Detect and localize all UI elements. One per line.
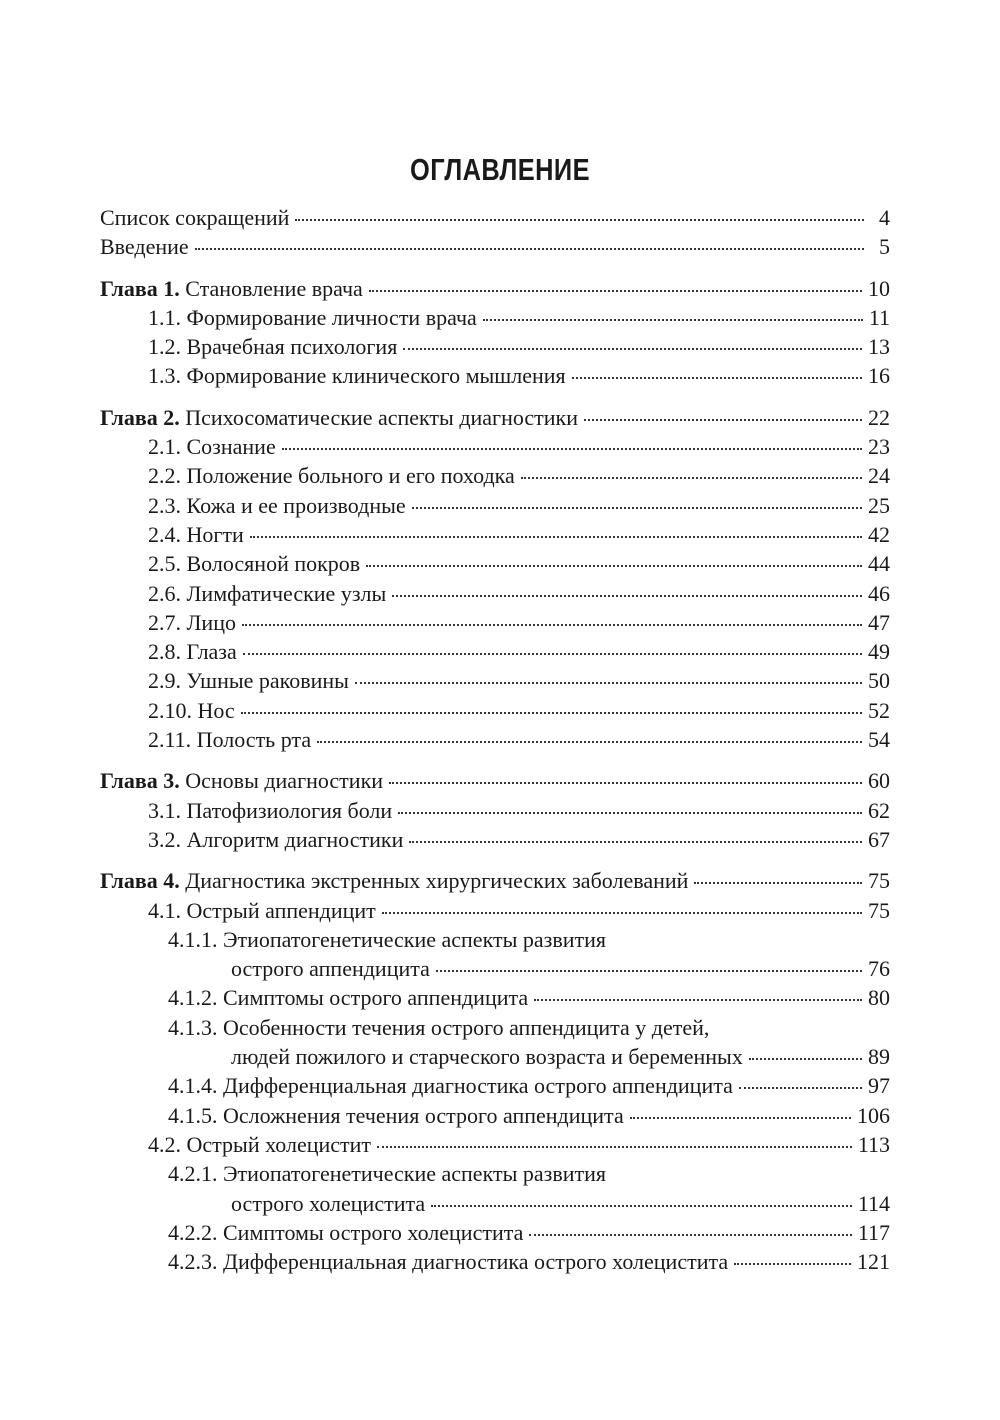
toc-entry-label: людей пожилого и старческого возраста и беременных — [231, 1044, 743, 1070]
toc-entry[interactable] — [100, 461, 890, 490]
toc-page-number: 50 — [868, 668, 890, 694]
dot-leader — [382, 912, 862, 914]
dot-leader — [366, 565, 862, 567]
toc-page-number: 89 — [868, 1044, 890, 1070]
toc-entry-first-line: 4.1.3. Особенности течения острого аппендицита у детей, — [168, 1014, 710, 1040]
toc-entry-label: острого холецистита — [231, 1190, 426, 1216]
toc-entry-label: 4.1. Острый аппендицит — [148, 897, 376, 923]
toc-entry[interactable] — [100, 608, 890, 637]
toc-entry[interactable] — [100, 637, 890, 666]
toc-entry-label: 2.9. Ушные раковины — [148, 668, 349, 694]
dot-leader — [483, 319, 863, 321]
toc-page-number: 49 — [868, 639, 890, 665]
dot-leader — [412, 507, 862, 509]
toc-entry-label: 4.1.4. Дифференциальная диагностика острого аппендицита — [168, 1073, 733, 1099]
toc-entry-label: 2.4. Ногти — [148, 521, 244, 547]
toc-entry-label: 2.5. Волосяной покров — [148, 551, 361, 577]
toc-page-number: 75 — [868, 897, 890, 923]
dot-leader — [529, 1234, 851, 1236]
toc-page-number: 22 — [868, 404, 890, 430]
toc-entry-first-line: 4.1.1. Этиопатогенетические аспекты развития — [168, 926, 606, 952]
chapter-prefix: Глава 1. — [100, 275, 180, 301]
toc-entry-label — [100, 403, 578, 432]
toc-entry[interactable] — [100, 725, 890, 754]
toc-chapter-entry[interactable] — [100, 766, 890, 795]
dot-leader — [749, 1058, 862, 1060]
toc-entry-label: 4.1.2. Симптомы острого аппендицита — [168, 985, 529, 1011]
toc-entry[interactable] — [100, 491, 890, 520]
toc-entry[interactable] — [100, 1130, 890, 1159]
toc-entry-label: 2.11. Полость рта — [148, 727, 312, 753]
toc-entry[interactable] — [100, 579, 890, 608]
toc-page-number: 52 — [868, 697, 890, 723]
dot-leader — [431, 1205, 852, 1207]
dot-leader — [436, 970, 862, 972]
toc-entry-label: 2.1. Сознание — [148, 434, 276, 460]
toc-chapter-entry[interactable] — [100, 866, 890, 895]
toc-entry-label — [100, 866, 688, 895]
toc-entry-label — [100, 274, 363, 303]
toc-entry-label: 2.8. Глаза — [148, 639, 237, 665]
toc-block-front-matter — [100, 203, 890, 262]
toc-page-number: 106 — [857, 1102, 890, 1128]
toc-entry[interactable] — [100, 432, 890, 461]
toc-entry[interactable] — [100, 696, 890, 725]
toc-block-chapter-3 — [100, 766, 890, 854]
toc-page-number: 5 — [879, 234, 890, 260]
dot-leader — [377, 1146, 852, 1148]
toc-page-number: 4 — [879, 205, 890, 230]
toc-entry[interactable] — [100, 332, 890, 361]
toc-entry[interactable] — [100, 520, 890, 549]
dot-leader — [572, 377, 862, 379]
toc-entry[interactable] — [100, 1071, 890, 1100]
toc-entry[interactable] — [100, 896, 890, 925]
toc-entry[interactable] — [100, 361, 890, 390]
dot-leader — [282, 448, 862, 450]
dot-leader — [355, 682, 862, 684]
toc-page-number: 54 — [868, 727, 890, 753]
toc-entry-label: 2.6. Лимфатические узлы — [148, 580, 387, 606]
toc-entry[interactable] — [100, 1247, 890, 1276]
chapter-prefix: Глава 3. — [100, 768, 180, 794]
toc-page-number: 67 — [868, 826, 890, 852]
toc-chapter-entry[interactable] — [100, 403, 890, 432]
toc-entry-label: 2.2. Положение больного и его походка — [148, 463, 515, 489]
toc-page-number: 76 — [868, 956, 890, 982]
dot-leader — [243, 653, 862, 655]
toc-page-number: 24 — [868, 463, 890, 489]
dot-leader — [694, 882, 862, 884]
chapter-prefix: Глава 4. — [100, 868, 180, 894]
toc-entry[interactable] — [100, 203, 890, 232]
dot-leader — [398, 812, 862, 814]
dot-leader — [584, 419, 862, 421]
dot-leader — [734, 1263, 851, 1265]
toc-entry[interactable] — [100, 796, 890, 825]
toc-page-number: 114 — [857, 1190, 890, 1216]
toc-page-number: 25 — [868, 492, 890, 518]
dot-leader — [250, 536, 862, 538]
page-title: ОГЛАВЛЕНИЕ — [410, 152, 590, 187]
toc-entry-label: 2.3. Кожа и ее производные — [148, 492, 406, 518]
dot-leader — [409, 841, 862, 843]
toc-page-number: 42 — [868, 521, 890, 547]
toc-entry[interactable] — [100, 1101, 890, 1130]
toc-entry[interactable] — [100, 666, 890, 695]
toc-entry[interactable] — [100, 1042, 890, 1071]
dot-leader — [389, 782, 862, 784]
toc-page-number: 13 — [868, 334, 890, 360]
toc-page-number: 11 — [868, 304, 890, 330]
toc-entry[interactable] — [100, 232, 890, 261]
toc-entry[interactable] — [100, 1189, 890, 1218]
toc-entry-label: 4.2.2. Симптомы острого холецистита — [168, 1219, 524, 1245]
toc-page-number: 16 — [868, 363, 890, 389]
toc-entry-label: 4.1.5. Осложнения течения острого аппендицита — [168, 1102, 624, 1128]
toc-entry-label: Введение — [100, 234, 189, 260]
toc-page-number: 44 — [868, 551, 890, 577]
dot-leader — [242, 624, 862, 626]
dot-leader — [317, 741, 862, 743]
toc-entry[interactable] — [100, 303, 890, 332]
toc-entry-label: Список сокращений — [100, 205, 290, 230]
toc-entry-label: 3.1. Патофизиология боли — [148, 797, 393, 823]
dot-leader — [369, 290, 862, 292]
toc-page-number: 47 — [868, 609, 890, 635]
toc-entry-label: 4.2.3. Дифференциальная диагностика острого холецистита — [168, 1249, 729, 1275]
toc-entry-label: 2.7. Лицо — [148, 609, 236, 635]
dot-leader — [630, 1117, 851, 1119]
dot-leader — [534, 999, 862, 1001]
toc-page-number: 75 — [868, 868, 890, 894]
toc-entry[interactable] — [100, 954, 890, 983]
toc-page-number: 80 — [868, 985, 890, 1011]
toc-page-number: 23 — [868, 434, 890, 460]
toc-entry-label: 2.10. Нос — [148, 697, 235, 723]
toc-page-number: 121 — [857, 1249, 890, 1275]
toc-entry-label: 1.3. Формирование клинического мышления — [148, 363, 566, 389]
toc-block-chapter-4 — [100, 866, 890, 1276]
dot-leader — [521, 477, 862, 479]
dot-leader — [241, 712, 862, 714]
chapter-title: Диагностика экстренных хирургических заболеваний — [179, 868, 689, 894]
chapter-title: Психосоматические аспекты диагностики — [179, 404, 579, 430]
dot-leader — [295, 219, 864, 221]
toc-entry[interactable] — [100, 983, 890, 1012]
dot-leader — [195, 248, 864, 250]
toc-entry[interactable] — [100, 825, 890, 854]
table-of-contents — [100, 203, 890, 1276]
toc-page-number: 97 — [868, 1073, 890, 1099]
toc-page-number: 60 — [868, 768, 890, 794]
toc-entry[interactable] — [100, 549, 890, 578]
toc-page-number: 113 — [857, 1131, 890, 1157]
chapter-title: Становление врача — [179, 275, 363, 301]
toc-page-number: 117 — [857, 1219, 890, 1245]
toc-entry-label: 3.2. Алгоритм диагностики — [148, 826, 404, 852]
toc-entry-label: 1.1. Формирование личности врача — [148, 304, 477, 330]
chapter-prefix: Глава 2. — [100, 404, 180, 430]
toc-entry-label: 4.2. Острый холецистит — [148, 1131, 372, 1157]
dot-leader — [739, 1087, 862, 1089]
toc-page-number: 46 — [868, 580, 890, 606]
toc-entry-label — [100, 766, 383, 795]
toc-page-number: 62 — [868, 797, 890, 823]
toc-entry-label: 1.2. Врачебная психология — [148, 334, 398, 360]
toc-chapter-entry[interactable] — [100, 274, 890, 303]
dot-leader — [392, 595, 862, 597]
dot-leader — [403, 348, 862, 350]
toc-block-chapter-2 — [100, 403, 890, 755]
toc-entry-label: острого аппендицита — [231, 956, 430, 982]
toc-entry[interactable] — [100, 1218, 890, 1247]
toc-entry-first-line: 4.2.1. Этиопатогенетические аспекты развития — [168, 1161, 606, 1187]
toc-page-number: 10 — [868, 275, 890, 301]
chapter-title: Основы диагностики — [179, 768, 384, 794]
toc-block-chapter-1 — [100, 274, 890, 391]
